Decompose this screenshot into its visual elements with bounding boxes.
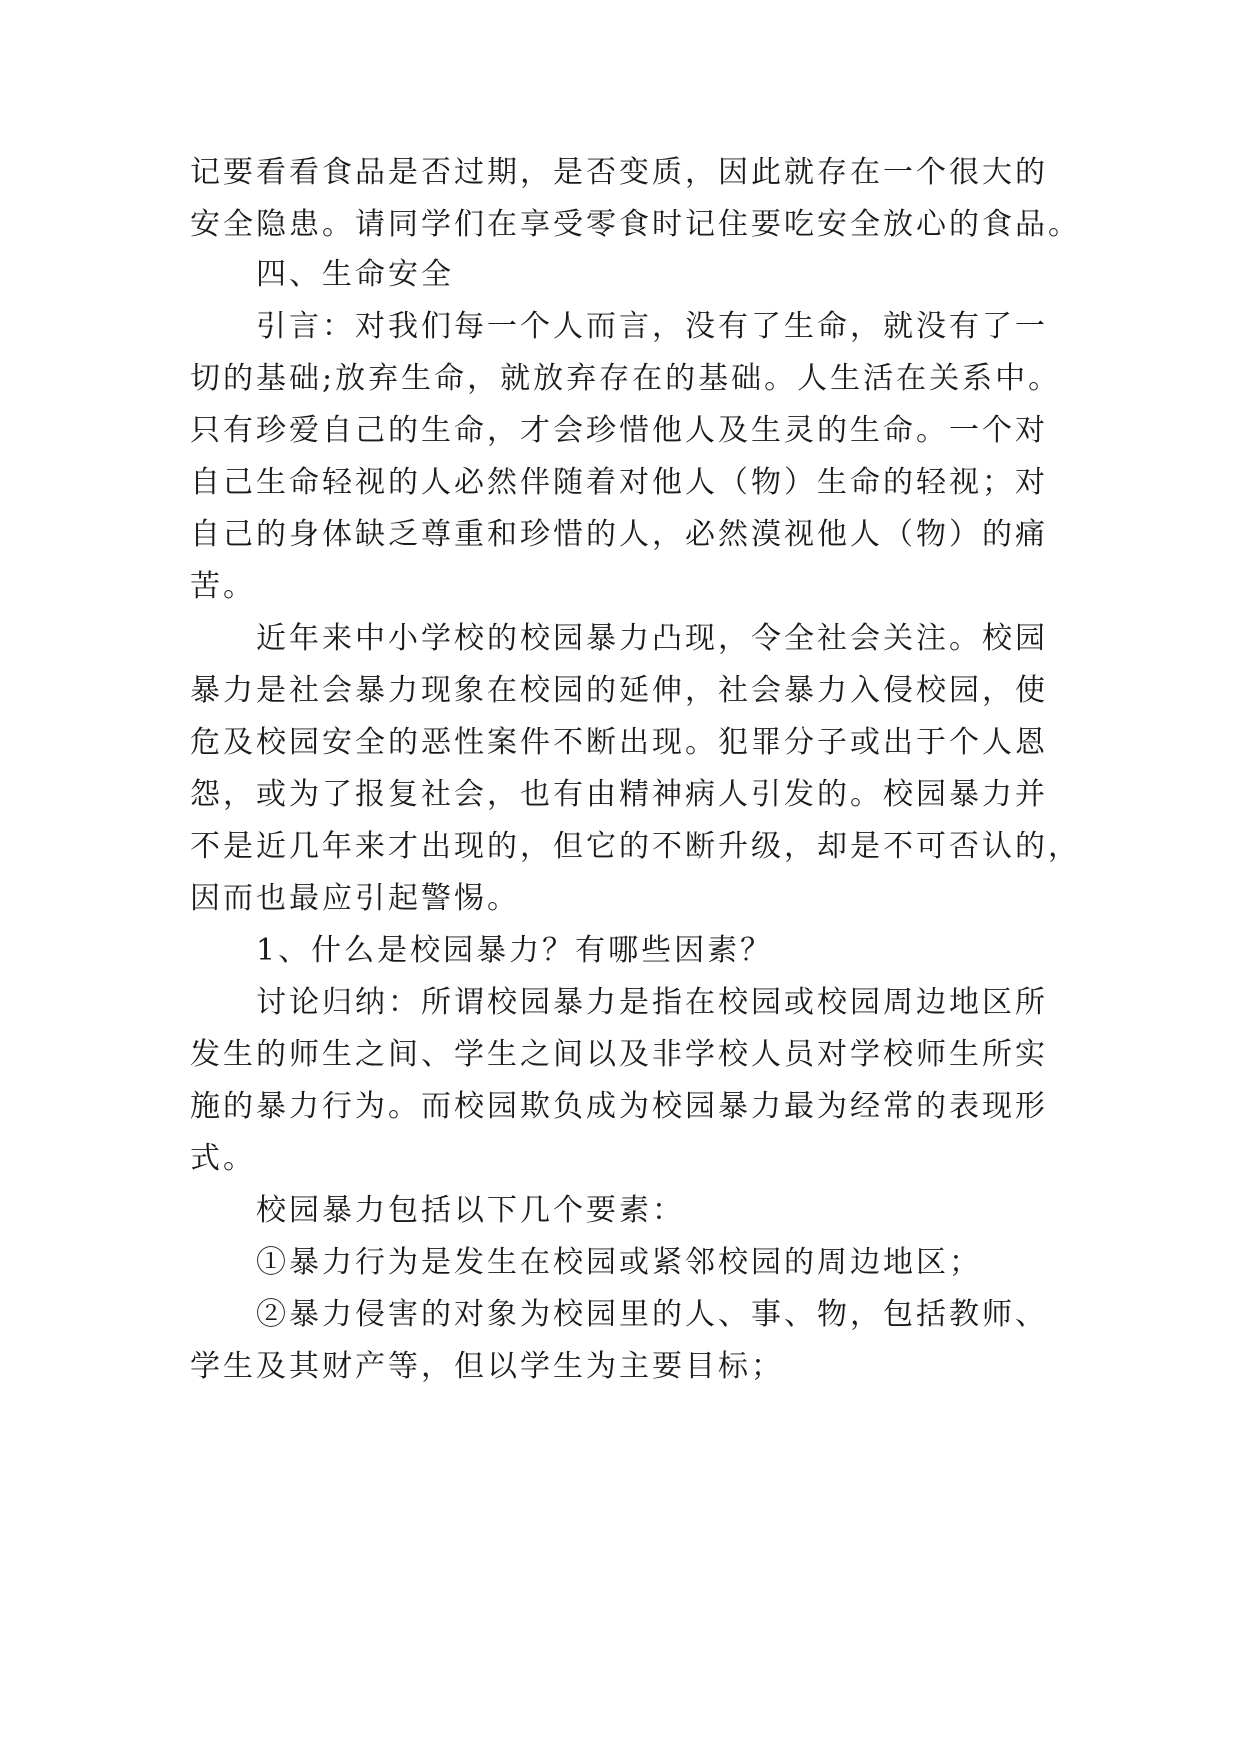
text-line: 自己生命轻视的人必然伴随着对他人（物）生命的轻视；对 <box>190 465 1048 500</box>
section-heading: 四、生命安全 <box>256 257 454 292</box>
text-line: 切的基础;放弃生命，就放弃存在的基础。人生活在关系中。 <box>190 361 1062 396</box>
text-line: 近年来中小学校的校园暴力凸现，令全社会关注。校园 <box>256 621 1048 656</box>
text-line: 记要看看食品是否过期，是否变质，因此就存在一个很大的 <box>190 155 1048 190</box>
text-line: 怨，或为了报复社会，也有由精神病人引发的。校园暴力并 <box>190 777 1048 812</box>
text-line: 危及校园安全的恶性案件不断出现。犯罪分子或出于个人恩 <box>190 725 1048 760</box>
text-line: 安全隐患。请同学们在享受零食时记住要吃安全放心的食品。 <box>190 207 1081 242</box>
list-item: ②暴力侵害的对象为校园里的人、事、物，包括教师、 <box>256 1297 1048 1332</box>
text-line: 不是近几年来才出现的，但它的不断升级，却是不可否认的， <box>190 829 1081 864</box>
text-line: 式。 <box>190 1141 256 1176</box>
text-line: 因而也最应引起警惕。 <box>190 881 520 916</box>
text-line: 讨论归纳：所谓校园暴力是指在校园或校园周边地区所 <box>256 985 1048 1020</box>
text-line: 发生的师生之间、学生之间以及非学校人员对学校师生所实 <box>190 1037 1048 1072</box>
text-line: 学生及其财产等，但以学生为主要目标； <box>190 1349 784 1384</box>
question-heading: 1、什么是校园暴力？有哪些因素？ <box>256 933 774 968</box>
list-item: ①暴力行为是发生在校园或紧邻校园的周边地区； <box>256 1245 982 1280</box>
text-line: 施的暴力行为。而校园欺负成为校园暴力最为经常的表现形 <box>190 1089 1048 1124</box>
text-line: 引言：对我们每一个人而言，没有了生命，就没有了一 <box>256 309 1048 344</box>
text-line: 苦。 <box>190 569 256 604</box>
text-line: 校园暴力包括以下几个要素： <box>256 1193 685 1228</box>
text-line: 自己的身体缺乏尊重和珍惜的人，必然漠视他人（物）的痛 <box>190 517 1048 552</box>
text-line: 只有珍爱自己的生命，才会珍惜他人及生灵的生命。一个对 <box>190 413 1048 448</box>
text-line: 暴力是社会暴力现象在校园的延伸，社会暴力入侵校园，使 <box>190 673 1048 708</box>
